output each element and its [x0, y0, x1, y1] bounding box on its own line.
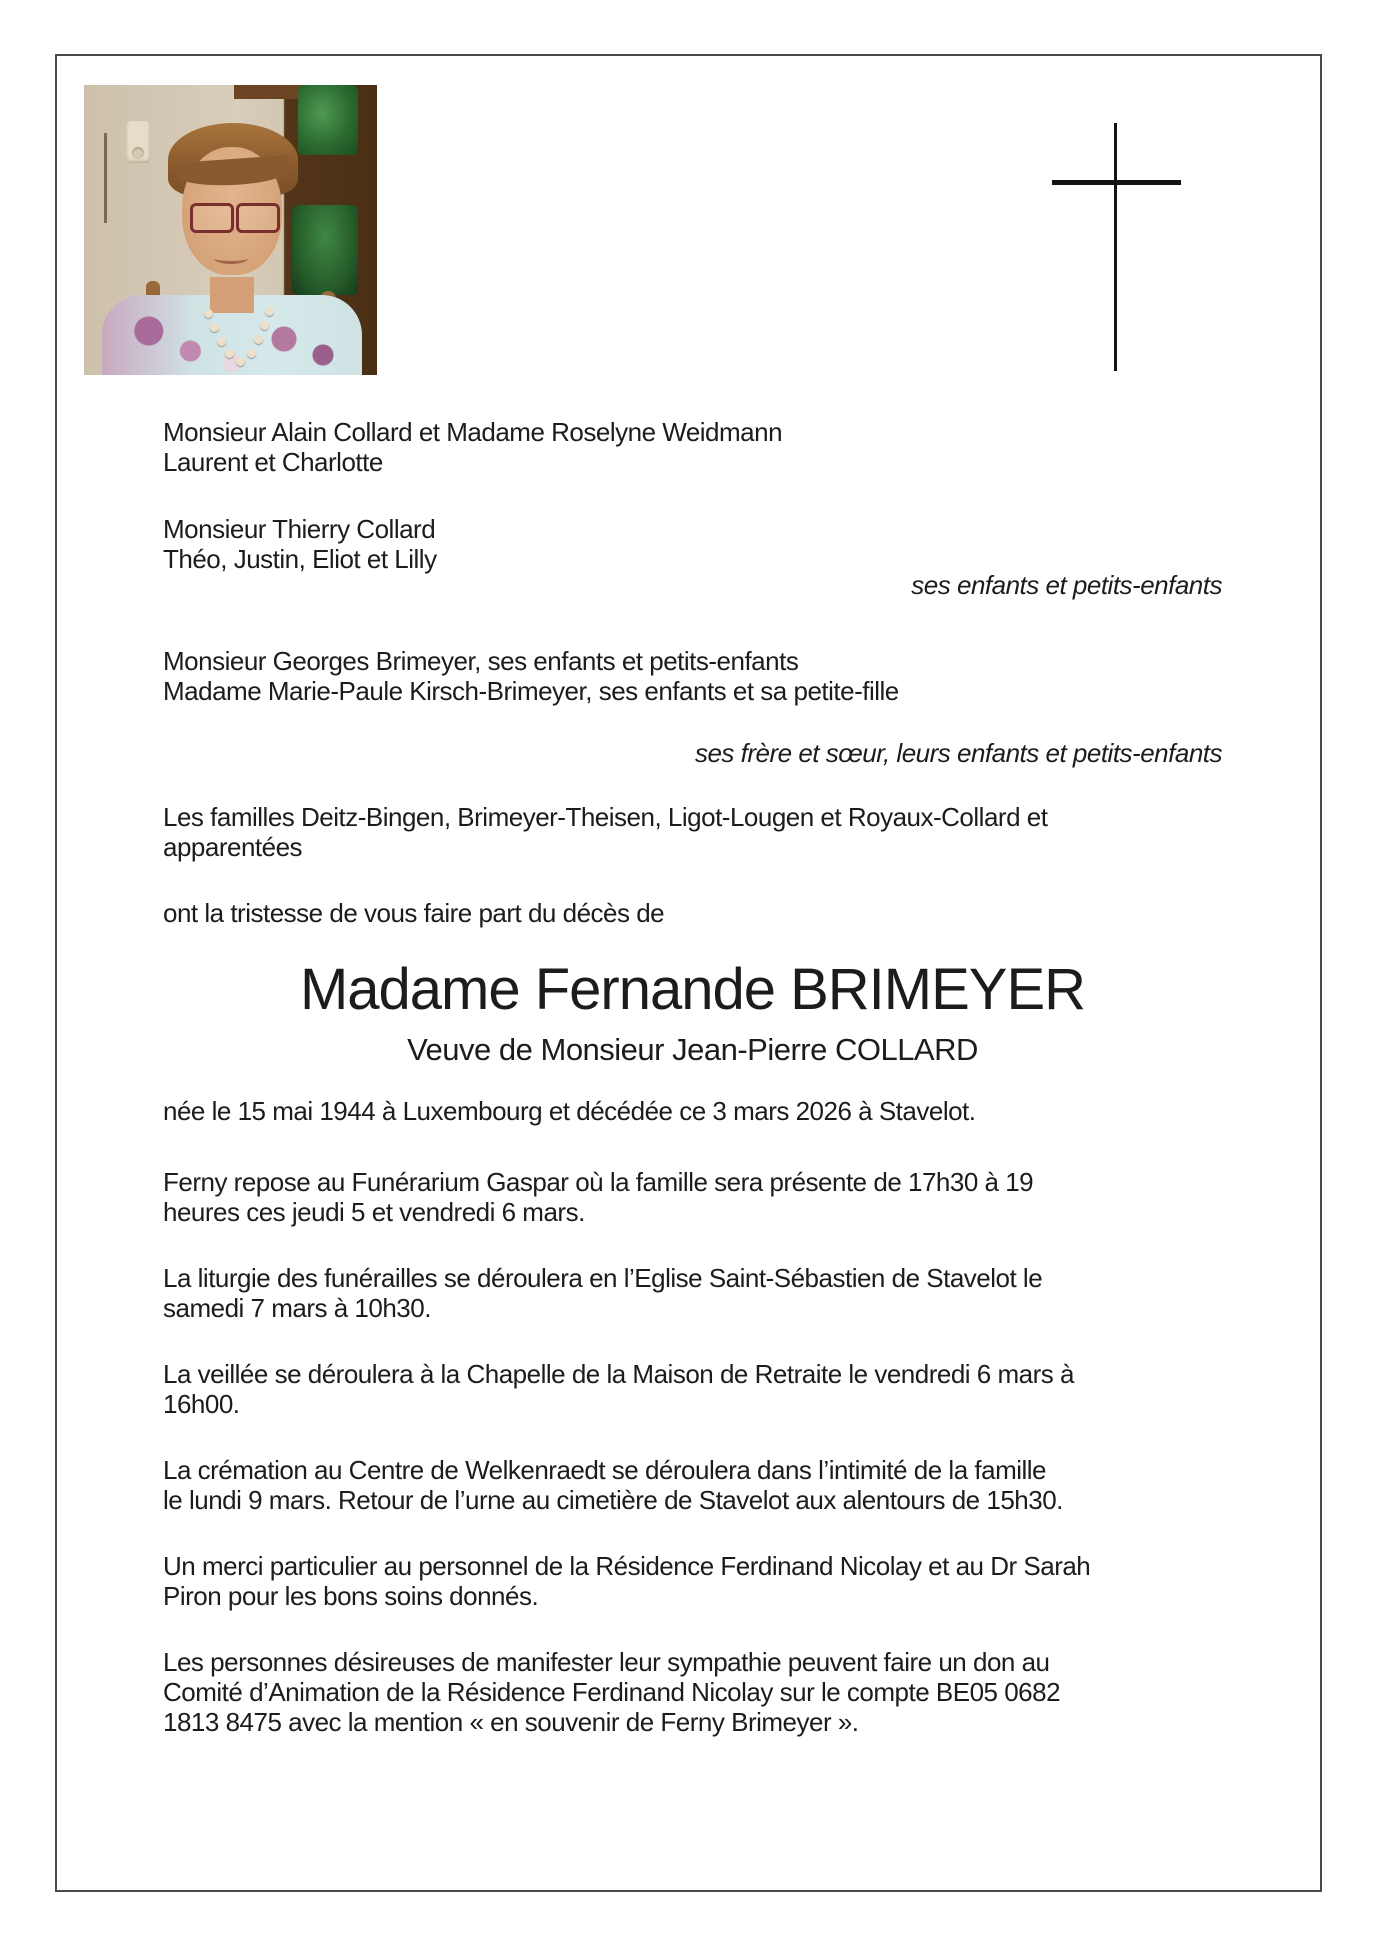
arrangement-line: Un merci particulier au personnel de la Résidence Ferdinand Nicolay et au Dr Sarah [163, 1551, 1091, 1581]
children-relation [163, 570, 1222, 600]
siblings-relation [163, 738, 1222, 768]
children-group-1 [163, 417, 1222, 477]
arrangement-line: La liturgie des funérailles se déroulera en l’Eglise Saint-Sébastien de Stavelot le [163, 1263, 1043, 1293]
photo-necklace-pearl [236, 357, 245, 366]
arrangement-line: 1813 8475 avec la mention « en souvenir de Ferny Brimeyer ». [163, 1707, 859, 1737]
arrangement-line: Comité d’Animation de la Résidence Ferdinand Nicolay sur le compte BE05 0682 [163, 1677, 1061, 1707]
photo-cabinet-rail [234, 85, 304, 99]
deceased-name-title: Madame Fernande BRIMEYER [299, 957, 1086, 1022]
photo-neck [210, 277, 254, 313]
notice-line: apparentées [163, 832, 303, 862]
arrangement-line: 16h00. [163, 1389, 240, 1419]
arrangement-line: Piron pour les bons soins donnés. [163, 1581, 539, 1611]
arrangement-line: La veillée se déroulera à la Chapelle de la Maison de Retraite le vendredi 6 mars à [163, 1359, 1074, 1389]
notice-line: Laurent et Charlotte [163, 447, 383, 477]
notice-line: Monsieur Thierry Collard [163, 514, 436, 544]
photo-necklace-pearl [254, 335, 263, 344]
children-group-2 [163, 514, 1222, 574]
photo-necklace-pearl [204, 309, 213, 318]
arrangement-line: La crémation au Centre de Welkenraedt se déroulera dans l’intimité de la famille [163, 1455, 1047, 1485]
photo-mouth [214, 253, 248, 264]
arrangement-line: Ferny repose au Funérarium Gaspar où la famille sera présente de 17h30 à 19 [163, 1167, 1034, 1197]
notice-line: Madame Marie-Paule Kirsch-Brimeyer, ses enfants et sa petite-fille [163, 676, 899, 706]
photo-necklace-pearl [217, 337, 226, 346]
notice-line: Monsieur Alain Collard et Madame Roselyne Weidmann [163, 417, 783, 447]
arrangement-line: heures ces jeudi 5 et vendredi 6 mars. [163, 1197, 585, 1227]
arrangement-don [163, 1647, 1222, 1737]
photo-glasses [236, 203, 280, 233]
arrangement-merci [163, 1551, 1222, 1611]
notice-line: ont la tristesse de vous faire part du décès de [163, 898, 665, 928]
notice-line: ses frère et sœur, leurs enfants et petits-enfants [694, 738, 1222, 768]
arrangement-liturgie [163, 1263, 1222, 1323]
arrangement-repose [163, 1167, 1222, 1227]
notice-line: Monsieur Georges Brimeyer, ses enfants et petits-enfants [163, 646, 799, 676]
photo-necklace-pearl [225, 349, 234, 358]
families-group [163, 802, 1222, 862]
cross-icon [1052, 180, 1181, 185]
arrangement-veillee [163, 1359, 1222, 1419]
arrangement-line: Les personnes désireuses de manifester leur sympathie peuvent faire un don au [163, 1647, 1050, 1677]
photo-cabinet-glass [292, 205, 358, 295]
arrangement-line: samedi 7 mars à 10h30. [163, 1293, 431, 1323]
deceased-widow-subtitle: Veuve de Monsieur Jean-Pierre COLLARD [407, 1032, 978, 1067]
notice-line: Les familles Deitz-Bingen, Brimeyer-Theisen, Ligot-Lougen et Royaux-Collard et [163, 802, 1048, 832]
photo-necklace-pearl [260, 321, 269, 330]
photo-light-switch [132, 147, 144, 159]
birth-death-line [163, 1096, 1222, 1126]
cross-icon [1114, 123, 1117, 371]
photo-necklace-pearl [210, 323, 219, 332]
photo-cabinet-glass [298, 85, 358, 155]
announcement-line [163, 898, 1222, 928]
notice-line: Théo, Justin, Eliot et Lilly [163, 544, 437, 574]
photo-glasses [190, 203, 234, 233]
portrait-photo [84, 85, 377, 375]
photo-door-edge [104, 133, 107, 223]
siblings-group [163, 646, 1222, 706]
photo-necklace-pearl [265, 307, 274, 316]
notice-line: ses enfants et petits-enfants [911, 570, 1222, 600]
notice-line: née le 15 mai 1944 à Luxembourg et décédée ce 3 mars 2026 à Stavelot. [163, 1096, 976, 1126]
photo-necklace-pearl [247, 349, 256, 358]
arrangement-cremation [163, 1455, 1222, 1515]
arrangement-line: le lundi 9 mars. Retour de l’urne au cimetière de Stavelot aux alentours de 15h30. [163, 1485, 1063, 1515]
